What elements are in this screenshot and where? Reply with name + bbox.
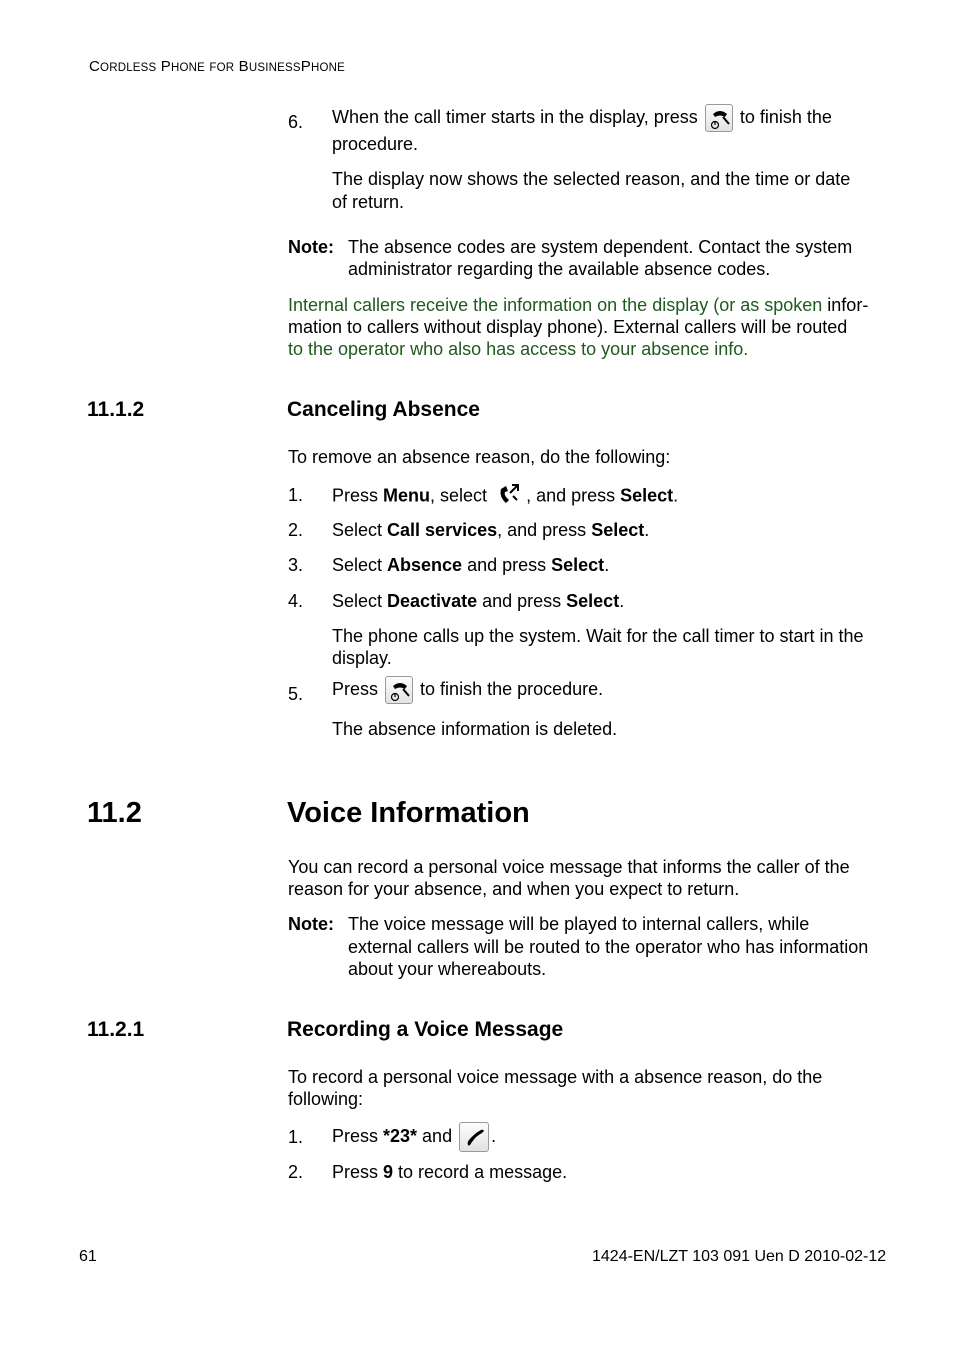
call-key-icon	[459, 1122, 489, 1152]
section-intro: You can record a personal voice message that informs the caller of the	[288, 857, 850, 877]
note-text: about your whereabouts.	[348, 959, 547, 979]
note-text: The absence codes are system dependent. Contact the system	[348, 237, 853, 257]
step-text: When the call timer starts in the display, press to finish the	[332, 104, 832, 132]
step-number: 2.	[288, 1162, 304, 1182]
note-text: external callers will be routed to the operator who has information	[348, 937, 869, 957]
section-intro: reason for your absence, and when you expect to return.	[288, 879, 740, 899]
section-intro: To record a personal voice message with a absence reason, do the	[288, 1067, 823, 1087]
step-text: Select Absence and press Select.	[332, 555, 610, 575]
step-text: Select Deactivate and press Select.	[332, 591, 625, 611]
step-number: 6.	[288, 112, 304, 132]
end-call-key-icon	[385, 676, 413, 704]
step-result: display.	[332, 648, 392, 668]
document-id: 1424-EN/LZT 103 091 Uen D 2010-02-12	[592, 1248, 887, 1265]
section-number: 11.2	[87, 797, 142, 829]
step-text: Select Call services, and press Select.	[332, 520, 650, 540]
info-paragraph: mation to callers without display phone). External callers will be routed	[288, 317, 848, 337]
section-title: Canceling Absence	[287, 398, 480, 421]
call-services-icon	[496, 481, 522, 512]
step-number: 1.	[288, 1127, 304, 1147]
info-paragraph: Internal callers receive the information on the display (or as spoken infor-	[288, 295, 869, 315]
step-text: Press Menu, select , and press Select.	[332, 481, 678, 512]
section-number: 11.2.1	[87, 1018, 145, 1041]
section-number: 11.1.2	[87, 398, 145, 421]
step-result: of return.	[332, 192, 405, 212]
note-label: Note:	[288, 914, 334, 934]
running-header: CORDLESS PHONE FOR BUSINESSPHONE	[89, 58, 346, 75]
step-text: Press to finish the procedure.	[332, 676, 603, 704]
step-number: 1.	[288, 485, 304, 505]
section-title: Recording a Voice Message	[287, 1018, 564, 1041]
note-text: The voice message will be played to internal callers, while	[348, 914, 810, 934]
page-number: 61	[79, 1248, 97, 1265]
info-paragraph: to the operator who also has access to your absence info.	[288, 339, 749, 359]
end-call-key-icon	[705, 104, 733, 132]
step-number: 3.	[288, 555, 304, 575]
step-result: The absence information is deleted.	[332, 719, 618, 739]
step-text: Press 9 to record a message.	[332, 1162, 568, 1182]
section-intro: To remove an absence reason, do the following:	[288, 447, 671, 467]
section-title: Voice Information	[287, 797, 530, 829]
step-number: 4.	[288, 591, 304, 611]
step-result: The phone calls up the system. Wait for the call timer to start in the	[332, 626, 864, 646]
note-text: administrator regarding the available absence codes.	[348, 259, 771, 279]
step-text: Press *23* and .	[332, 1122, 496, 1152]
note-label: Note:	[288, 237, 334, 257]
step-number: 2.	[288, 520, 304, 540]
section-intro: following:	[288, 1089, 364, 1109]
step-text-continued: procedure.	[332, 134, 419, 154]
step-number: 5.	[288, 684, 304, 704]
step-result: The display now shows the selected reason, and the time or date	[332, 169, 851, 189]
